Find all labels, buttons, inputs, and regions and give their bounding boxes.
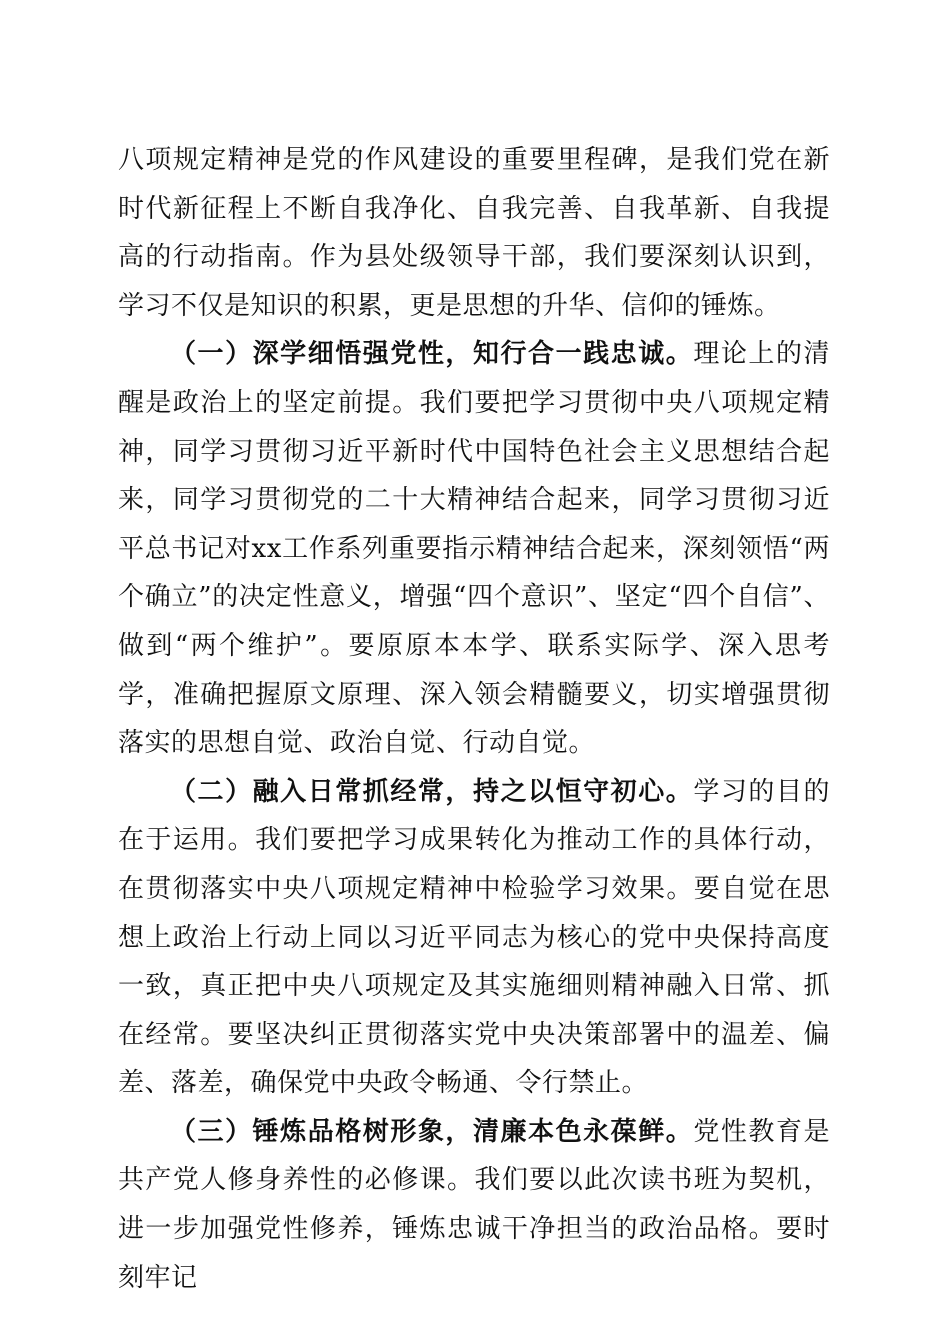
- section-one-text: 理论上的清醒是政治上的坚定前提。我们要把学习贯彻中央八项规定精神，同学习贯彻习近平新时代中国特色社会主义思想结合起来，同学习贯彻党的二十大精神结合起来，同学习贯彻习近平总书记对xx工作系列重要指示精神结合起来，深刻领悟“两个确立”的决定性意义，增强“四个意识”、坚定“四个自信”、做到“两个维护”。要原原本本学、联系实际学、深入思考学，准确把握原文原理、深入领会精髓要义，切实增强贯彻落实的思想自觉、政治自觉、行动自觉。: [118, 339, 830, 759]
- section-two-paragraph: [118, 768, 830, 1108]
- section-two-heading: （二）融入日常抓经常，持之以恒守初心。: [170, 776, 694, 807]
- section-one-heading: （一）深学细悟强党性，知行合一践忠诚。: [170, 339, 694, 370]
- section-three-paragraph: [118, 1108, 830, 1302]
- document-body: [118, 136, 830, 1302]
- intro-paragraph: [118, 136, 830, 330]
- section-two-text: 学习的目的在于运用。我们要把学习成果转化为推动工作的具体行动，在贯彻落实中央八项规定精神中检验学习效果。要自觉在思想上政治上行动上同以习近平同志为核心的党中央保持高度一致，真正把中央八项规定及其实施细则精神融入日常、抓在经常。要坚决纠正贯彻落实党中央决策部署中的温差、偏差、落差，确保党中央政令畅通、令行禁止。: [118, 776, 830, 1099]
- intro-text: 八项规定精神是党的作风建设的重要里程碑，是我们党在新时代新征程上不断自我净化、自我完善、自我革新、自我提高的行动指南。作为县处级领导干部，我们要深刻认识到，学习不仅是知识的积累，更是思想的升华、信仰的锤炼。: [118, 145, 830, 321]
- section-three-text: 党性教育是共产党人修身养性的必修课。我们要以此次读书班为契机，进一步加强党性修养，锤炼忠诚干净担当的政治品格。要时刻牢记: [118, 1116, 830, 1293]
- section-one-paragraph: [118, 330, 830, 767]
- section-three-heading: （三）锤炼品格树形象，清廉本色永葆鲜。: [170, 1116, 694, 1147]
